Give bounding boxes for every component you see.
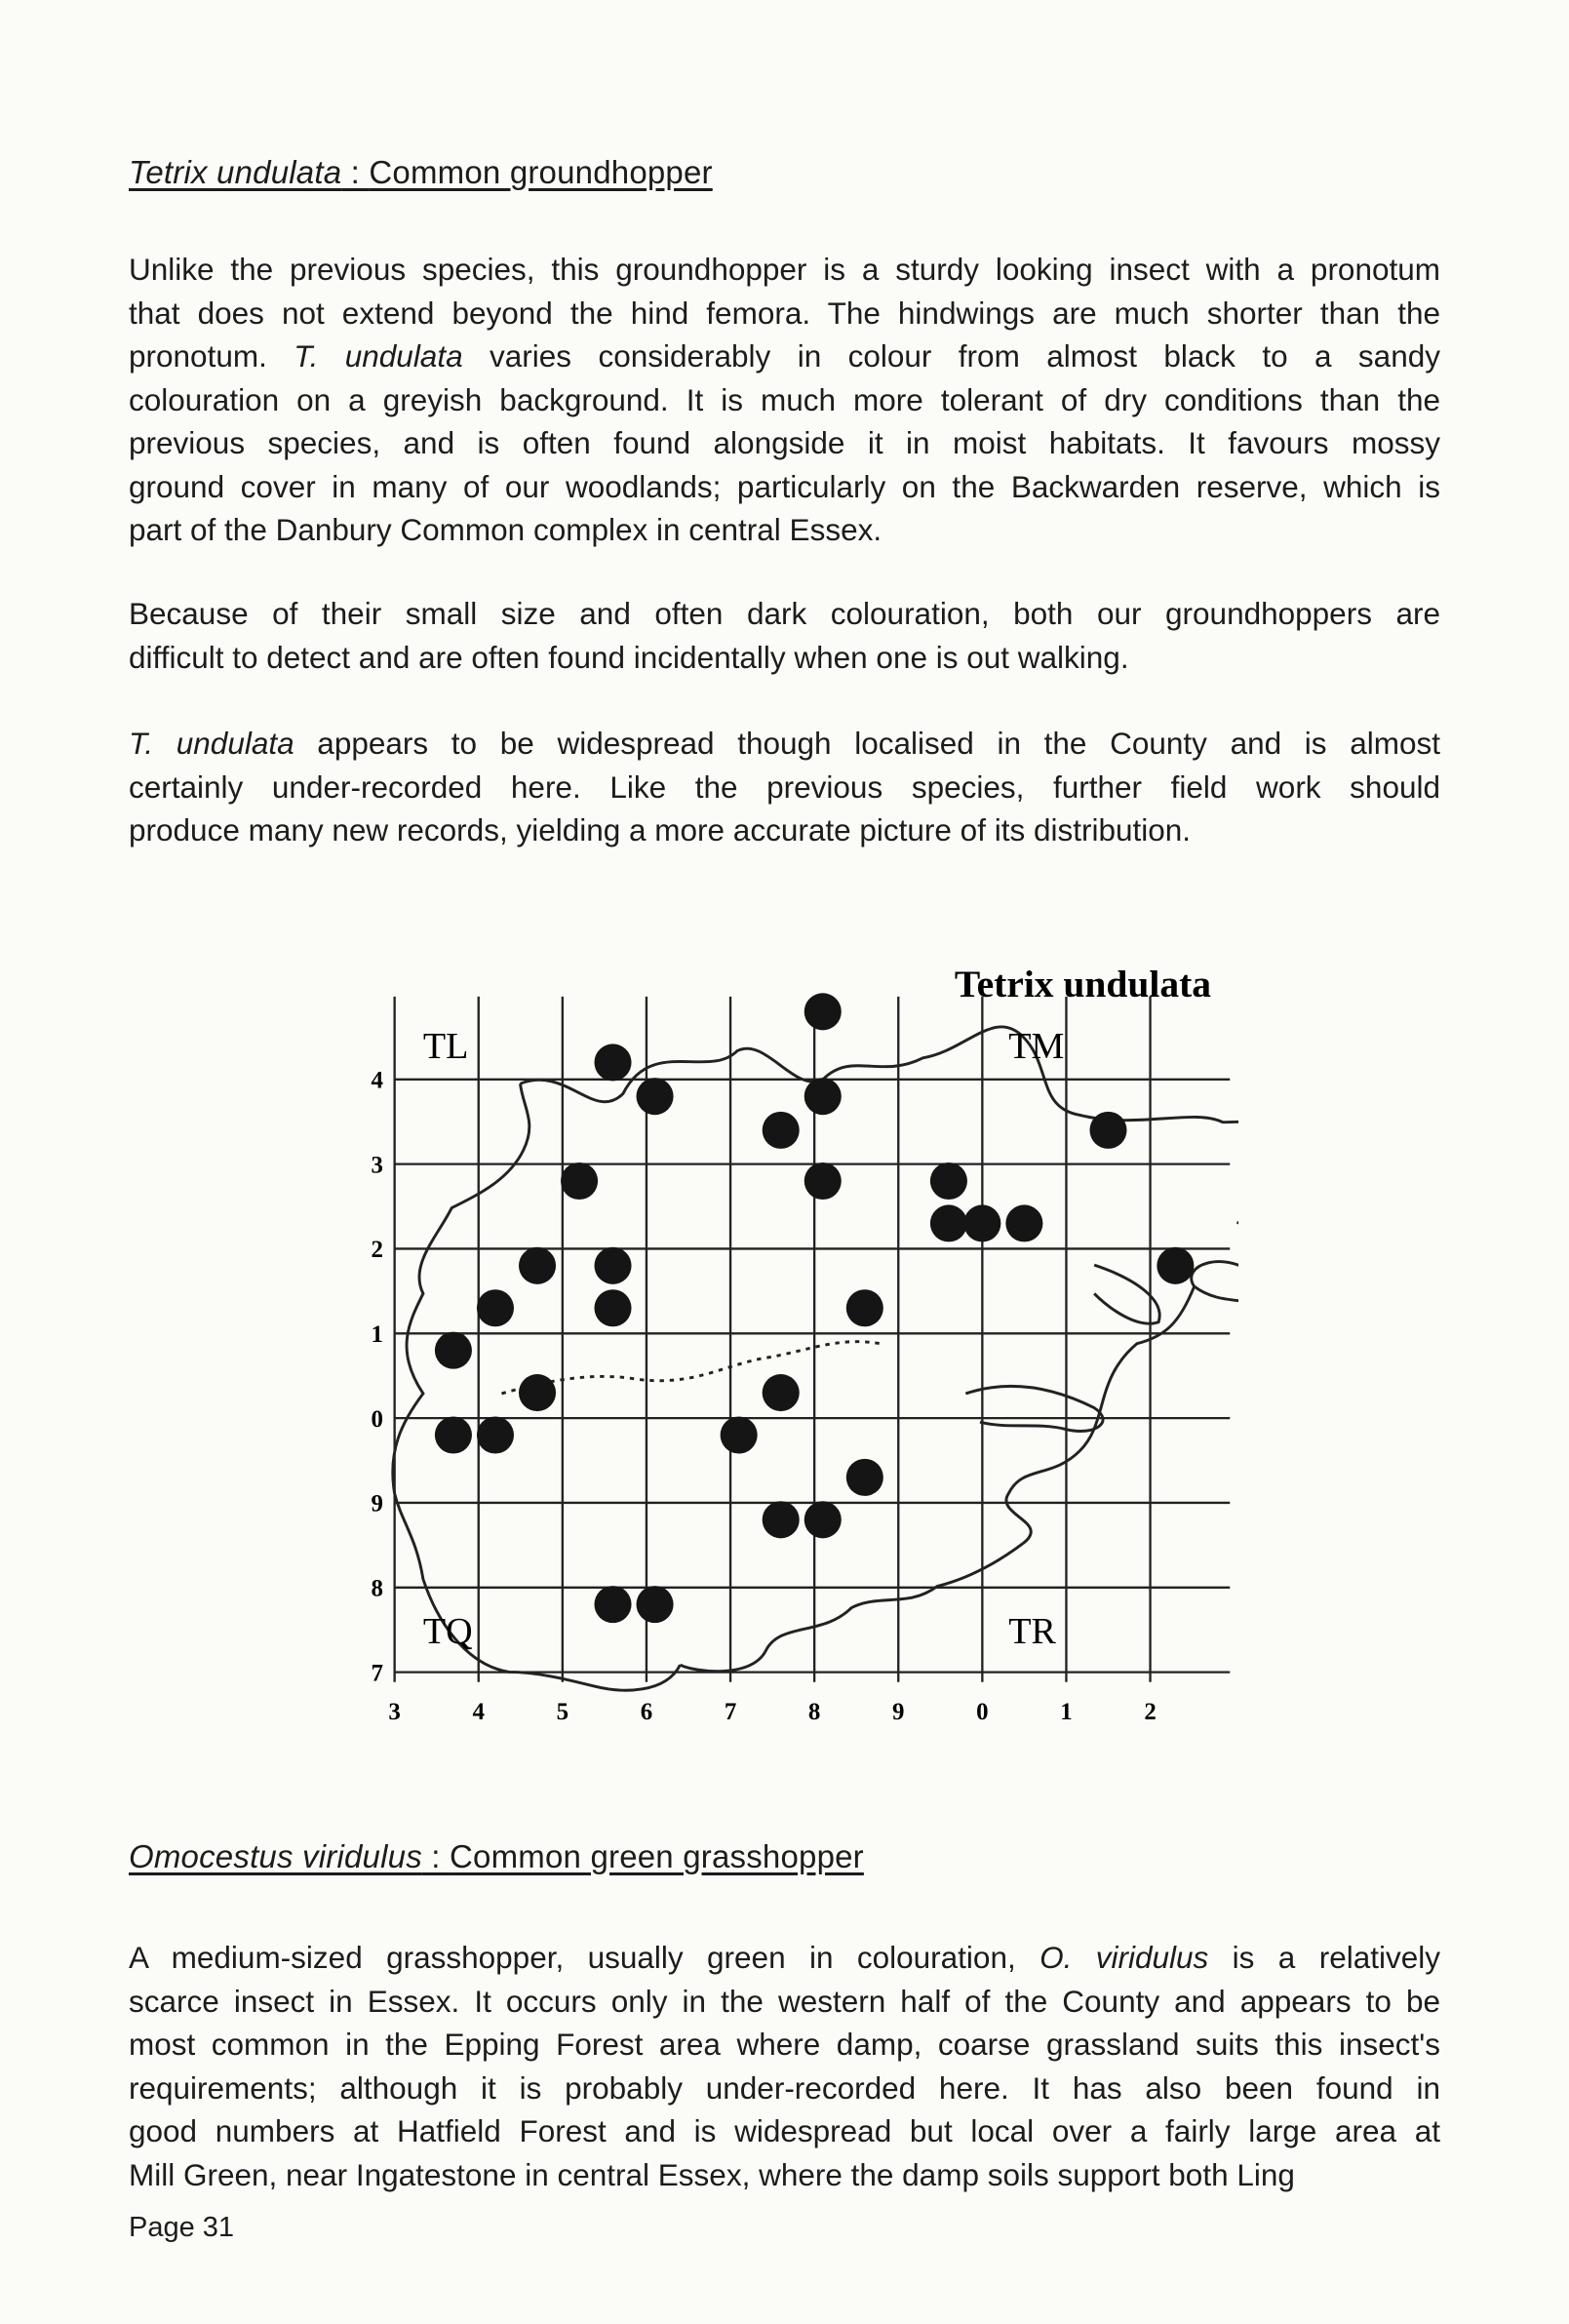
distribution-map: [322, 951, 1238, 1751]
record-dot: [846, 1289, 883, 1326]
x-tick-label: 8: [807, 1698, 821, 1725]
record-dot: [804, 1078, 842, 1115]
record-dot: [930, 1162, 967, 1200]
record-dot: [846, 1459, 883, 1496]
x-tick-label: 3: [388, 1698, 401, 1725]
x-tick-label: 2: [1144, 1698, 1157, 1725]
record-dot: [519, 1374, 556, 1411]
record-dot: [804, 993, 842, 1030]
text-line: ground cover in many of our woodlands; particularly on the Backwarden reserve, which is: [129, 468, 1440, 504]
heading-genus: Omocestus viridulus: [129, 1838, 422, 1874]
text-line: certainly under-recorded here. Like the previous species, further field work should: [129, 768, 1440, 805]
paragraph: [129, 1936, 1440, 2196]
x-tick-label: 0: [976, 1698, 989, 1725]
heading-common-name: Common groundhopper: [369, 154, 713, 190]
x-tick-label: 7: [724, 1698, 737, 1725]
record-dot: [1157, 1247, 1194, 1284]
square-label: TR: [1008, 1611, 1056, 1653]
text-line: that does not extend beyond the hind femora. The hindwings are much shorter than the: [129, 295, 1440, 331]
heading-separator: :: [341, 154, 370, 190]
record-dot: [1089, 1112, 1126, 1149]
square-label: TQ: [422, 1611, 473, 1653]
record-dot: [594, 1247, 631, 1284]
text-line: part of the Danbury Common complex in central Essex.: [129, 512, 883, 547]
record-dot: [477, 1416, 514, 1453]
x-tick-label: 6: [640, 1698, 653, 1725]
heading-genus: Tetrix undulata: [129, 154, 342, 190]
record-dot: [963, 1204, 1000, 1241]
text-line: scarce insect in Essex. It occurs only in the western half of the County and appears to be: [129, 1983, 1440, 2019]
record-dot: [804, 1162, 842, 1200]
record-dot: [594, 1586, 631, 1623]
y-tick-label: 3: [371, 1152, 383, 1179]
map-x-ticks: [388, 1699, 1156, 1725]
y-tick-label: 0: [371, 1405, 383, 1433]
record-dot: [721, 1416, 758, 1453]
y-tick-label: 4: [371, 1067, 383, 1094]
paragraph: [129, 592, 1440, 679]
text-line: difficult to detect and are often found incidentally when one is out walking.: [129, 639, 1129, 675]
text-line: requirements; although it is probably under-recorded here. It has also been found in: [129, 2069, 1440, 2106]
text-line: good numbers at Hatfield Forest and is widespread but local over a fairly large area at: [129, 2113, 1440, 2148]
record-dot: [930, 1204, 967, 1241]
x-tick-label: 1: [1060, 1698, 1073, 1725]
paragraph: [129, 722, 1440, 852]
x-tick-label: 5: [556, 1698, 569, 1725]
text-line: most common in the Epping Forest area where damp, coarse grassland suits this insect's: [129, 2027, 1440, 2062]
record-dot: [763, 1374, 800, 1411]
y-tick-label: 1: [371, 1321, 383, 1349]
map-y-ticks: [371, 1068, 382, 1687]
record-dot: [561, 1162, 598, 1200]
record-dot: [435, 1416, 472, 1453]
text-line: colouration on a greyish background. It is much more tolerant of dry conditions than the: [129, 381, 1440, 417]
map-square-labels: [423, 1026, 1064, 1652]
square-label: TM: [1008, 1025, 1065, 1067]
record-dot: [594, 1044, 631, 1081]
record-dot: [637, 1586, 674, 1623]
record-dot: [519, 1247, 556, 1284]
text-line: T. undulata appears to be widespread though localised in the County and is almost: [129, 726, 1441, 761]
record-dot: [594, 1289, 631, 1326]
section-heading-tetrix: [129, 154, 713, 191]
text-line: produce many new records, yielding a more accurate picture of its distribution.: [129, 812, 1192, 847]
text-line: pronotum. T. undulata varies considerably in colour from almost black to a sandy: [129, 338, 1440, 374]
y-tick-label: 7: [371, 1660, 383, 1687]
y-tick-label: 9: [371, 1490, 383, 1517]
y-tick-label: 2: [371, 1237, 383, 1264]
text-line: Unlike the previous species, this groundhopper is a sturdy looking insect with a pronotum: [129, 252, 1440, 287]
text-line: A medium-sized grasshopper, usually green in colouration, O. viridulus is a relatively: [129, 1940, 1440, 1975]
record-dot: [1005, 1204, 1042, 1241]
x-tick-label: 4: [472, 1698, 485, 1725]
y-tick-label: 8: [371, 1575, 383, 1602]
text-line: previous species, and is often found alongside it in moist habitats. It favours mossy: [129, 425, 1440, 460]
square-label: TL: [422, 1025, 469, 1067]
map-title: Tetrix undulata: [954, 962, 1211, 1005]
section-heading-omocestus: [129, 1838, 864, 1875]
x-tick-label: 9: [892, 1698, 905, 1725]
record-dot: [763, 1112, 800, 1149]
heading-separator: :: [421, 1838, 451, 1874]
record-dot: [637, 1078, 674, 1115]
record-dot: [435, 1332, 472, 1369]
heading-common-name: Common green grasshopper: [450, 1838, 864, 1874]
record-dot: [804, 1501, 842, 1538]
page-number: Page 31: [129, 2212, 235, 2243]
record-dot: [477, 1289, 514, 1326]
text-line: Mill Green, near Ingatestone in central Essex, where the damp soils support both Ling: [129, 2156, 1295, 2192]
paragraph: [129, 248, 1440, 552]
text-line: Because of their small size and often dark colouration, both our groundhoppers are: [129, 596, 1440, 631]
record-dot: [763, 1501, 800, 1538]
